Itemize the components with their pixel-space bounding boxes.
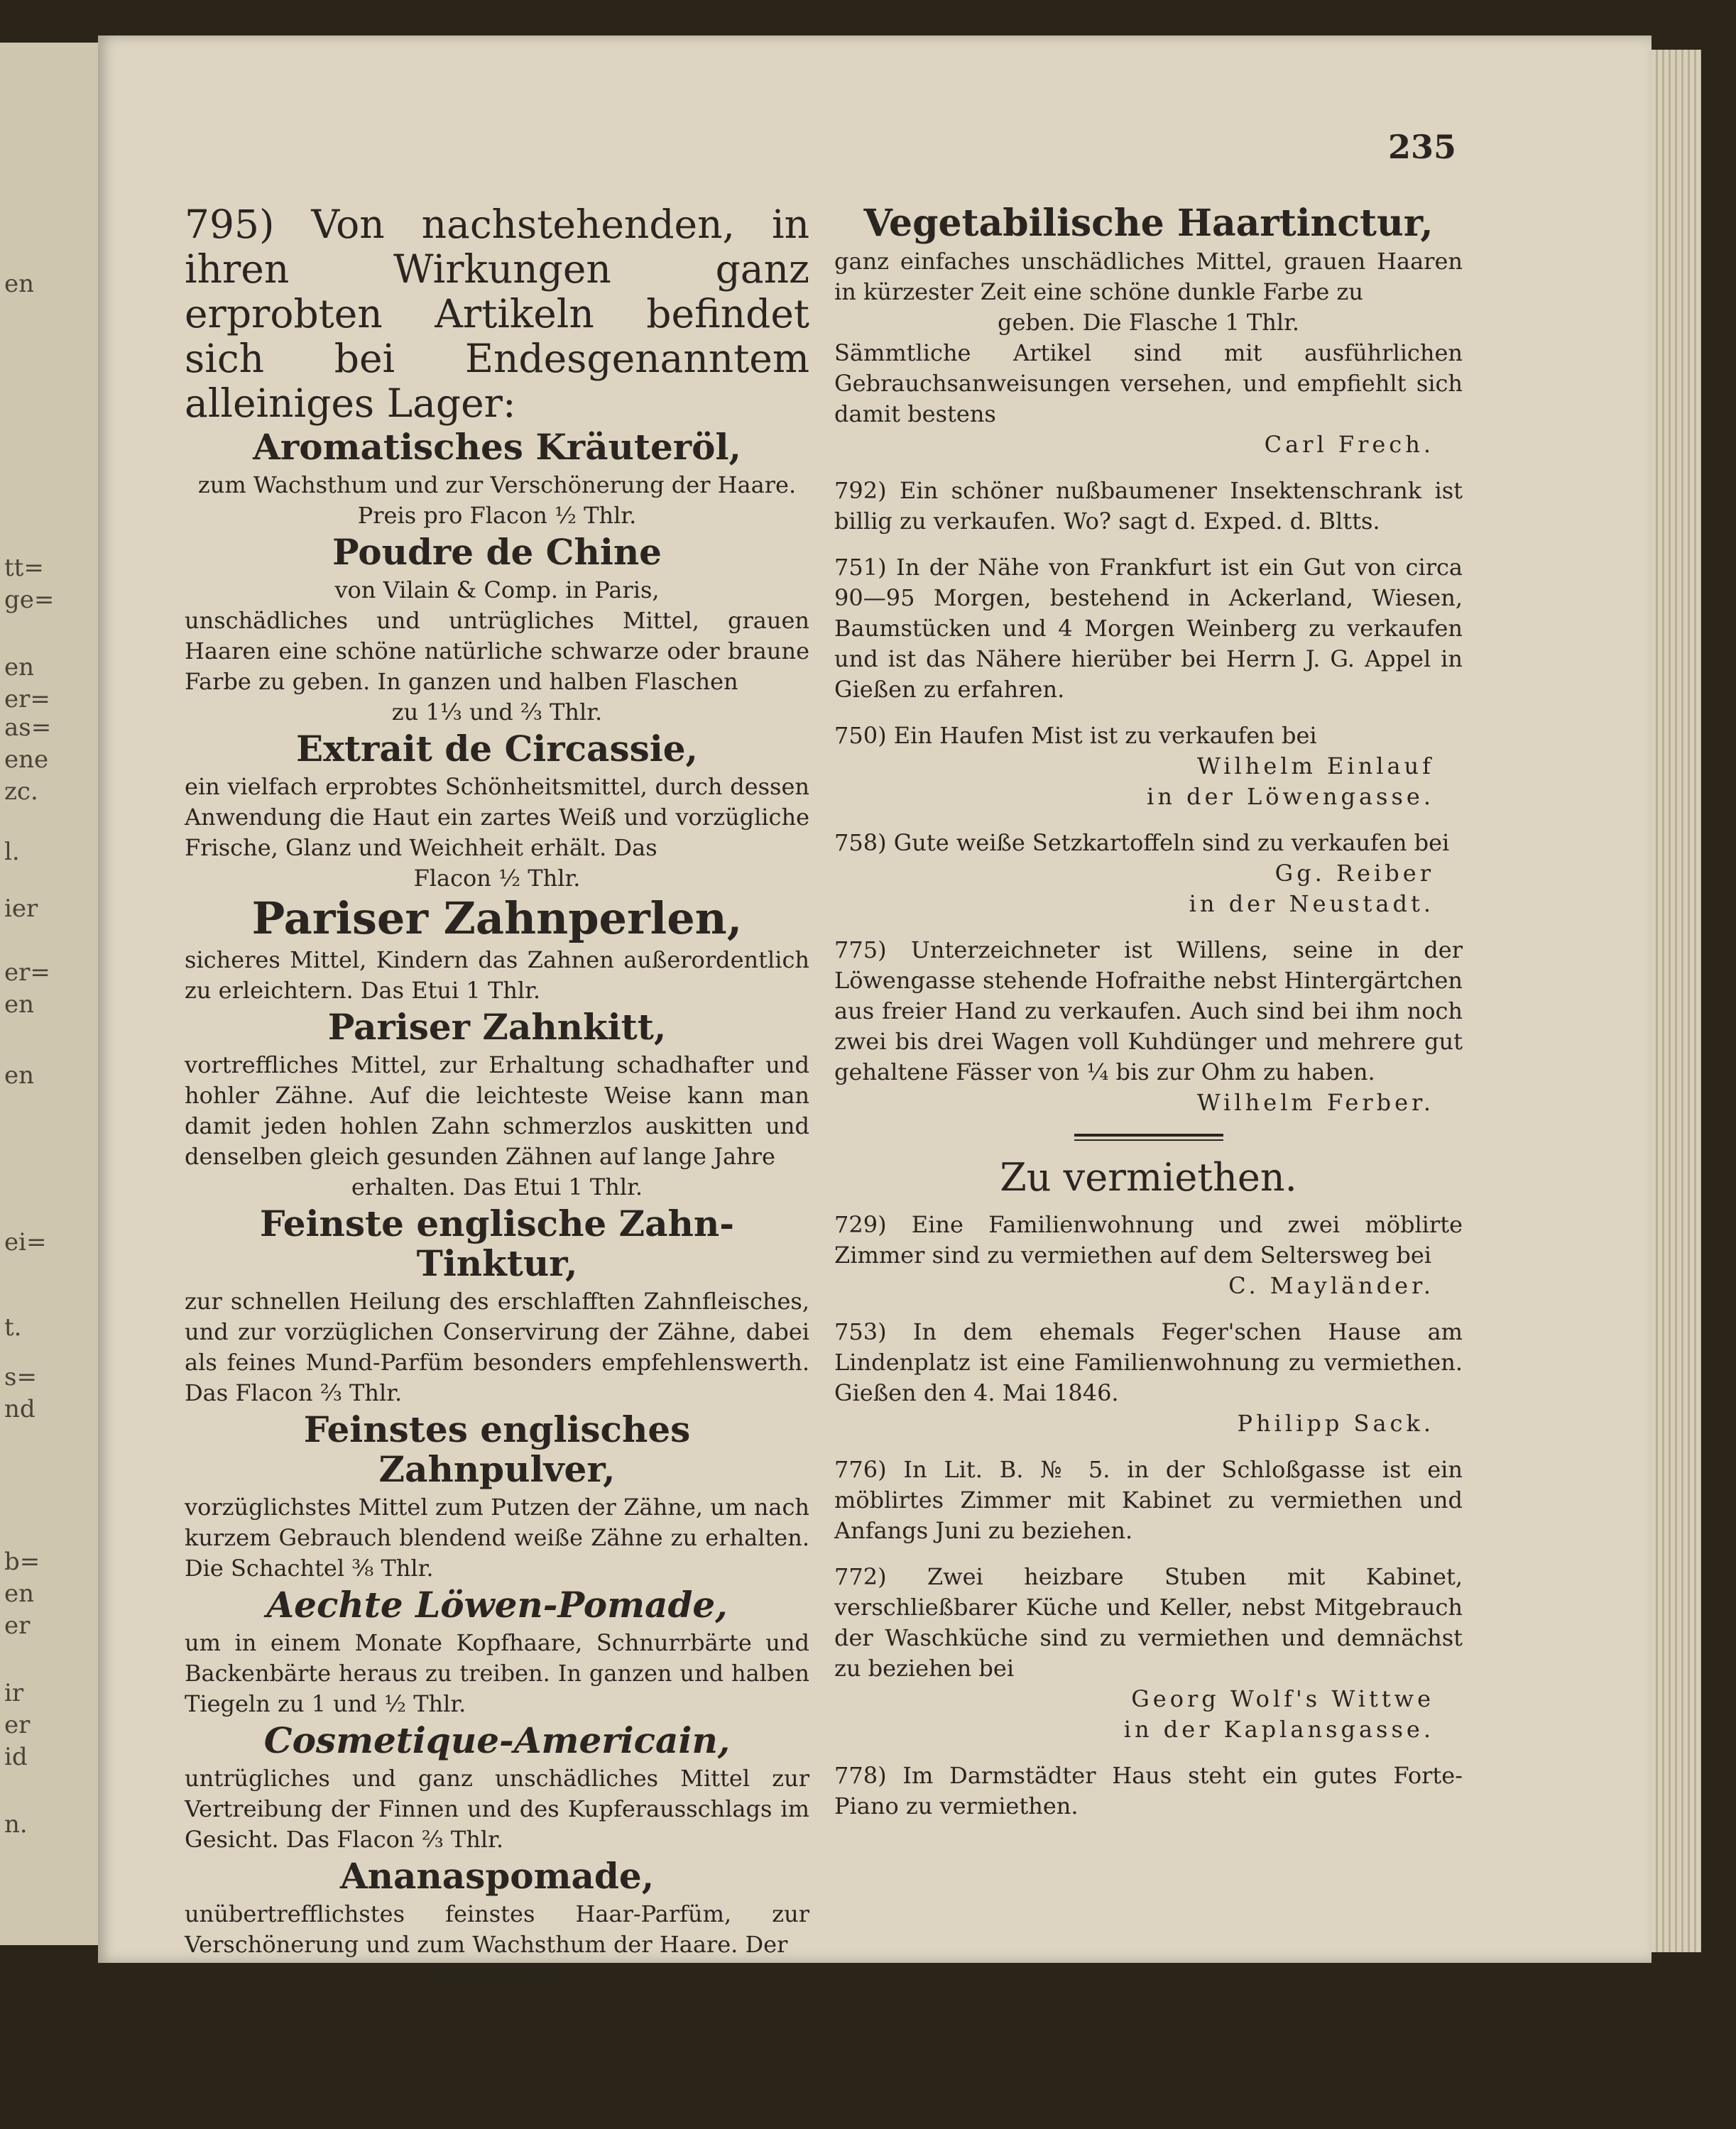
margin-fragment: ge= [4,586,55,614]
product-text: unschädliches und untrügliches Mittel, grauen Haaren eine schöne natürliche schwarze oder braune Farbe zu geben. In ganzen und halben Flaschen [185,607,809,695]
ad-text: 750) Ein Haufen Mist ist zu verkaufen bei [834,722,1317,749]
product-price: Topf ⅔ Thlr. [427,1961,567,1988]
product-title: Poudre de Chine [332,531,662,573]
margin-fragment: id [4,1743,28,1771]
product-text: von Vilain & Comp. in Paris, [334,576,660,603]
margin-fragment: as= [4,713,52,742]
margin-fragment: tt= [4,554,44,582]
product-title: Feinste englische Zahn-Tinktur, [259,1203,735,1284]
signature-location: in der Kaplansgasse. [1123,1716,1434,1743]
product-price: erhalten. Das Etui 1 Thlr. [351,1173,643,1200]
signature: Philipp Sack. [1237,1410,1434,1437]
product-text: zum Wachsthum und zur Verschönerung der Haare. [197,471,797,498]
margin-fragment: en [4,653,35,682]
margin-fragment: ir [4,1679,24,1707]
product-price: Flacon ½ Thlr. [413,865,581,892]
right-column [834,202,1463,1837]
ad-text: 751) In der Nähe von Frankfurt ist ein Gut von circa 90—95 Morgen, bestehend in Ackerland, Wiesen, Baumstücken und 4 Morgen Weinberg zu verkaufen und ist das Nähere hierüber bei Herrn J. G. Appel in Gießen zu erfahren. [834,554,1463,703]
margin-fragment: nd [4,1395,36,1423]
ad-entry [834,1562,1463,1745]
product-title: Extrait de Circassie, [296,728,698,770]
product-text: um in einem Monate Kopfhaare, Schnurrbärte und Backenbärte heraus zu treiben. In ganzen und halben Tiegeln zu 1 und ½ Thlr. [185,1629,809,1717]
ad-text: 775) Unterzeichneter ist Willens, seine in der Löwengasse stehende Hofraithe nebst Hintergärtchen aus freier Hand zu verkaufen. Auch sind bei ihm noch zwei bis drei Wagen voll Kuhdünger und mehrere gut gehaltene Fässer von ¼ bis zur Ohm zu haben. [834,936,1463,1085]
product-text: vorzüglichstes Mittel zum Putzen der Zähne, um nach kurzem Gebrauch blendend weiße Zähne zu erhalten. Die Schachtel ⅜ Thlr. [185,1494,809,1582]
margin-fragment: ier [4,894,38,923]
ad-text: 729) Eine Familienwohnung und zwei möblirte Zimmer sind zu vermiethen auf dem Seltersweg bei [834,1211,1463,1269]
margin-fragment: en [4,990,35,1019]
product-price: zu 1⅓ und ⅔ Thlr. [391,699,603,726]
product-title: Pariser Zahnperlen, [251,892,743,944]
product-text: unübertrefflichstes feinstes Haar-Parfüm, zur Verschönerung und zum Wachsthum der Haare. Der [185,1900,809,1958]
ad-entry [834,935,1463,1118]
margin-fragment: n. [4,1810,28,1839]
page-number: 235 [1388,128,1457,166]
margin-fragment: er= [4,685,50,713]
ad-text: 758) Gute weiße Setzkartoffeln sind zu verkaufen bei [834,829,1450,856]
intro-text: 795) Von nachstehenden, in ihren Wirkungen ganz erprobten Artikeln befindet sich bei Endesgenanntem alleiniges Lager: [185,202,809,426]
signature-location: in der Löwengasse. [1147,783,1434,810]
ad-entry [834,1455,1463,1546]
signature: Gg. Reiber [1274,860,1434,887]
facing-page [0,43,109,1945]
product-price: Preis pro Flacon ½ Thlr. [357,502,637,529]
product-text: ganz einfaches unschädliches Mittel, grauen Haaren in kürzester Zeit eine schöne dunkle Farbe zu [834,248,1463,305]
margin-fragment: en [4,1580,35,1608]
signature: Wilhelm Ferber. [1196,1089,1434,1116]
margin-fragment: zc. [4,777,38,806]
ad-entry [834,552,1463,705]
margin-fragment: l. [4,838,20,866]
ad-entry [834,721,1463,812]
ad-entry [834,1317,1463,1439]
margin-fragment: er [4,1611,31,1640]
product-title: Ananaspomade, [339,1855,655,1897]
signature: C. Mayländer. [1228,1272,1434,1299]
ad-text: 753) In dem ehemals Feger'schen Hause am Lindenplatz ist eine Familienwohnung zu vermiethen. Gießen den 4. Mai 1846. [834,1318,1463,1406]
margin-fragment: er= [4,958,50,987]
ad-text: 772) Zwei heizbare Stuben mit Kabinet, verschließbarer Küche und Keller, nebst Mitgebrauch der Waschküche sind zu vermiethen und demnächst zu beziehen bei [834,1563,1463,1682]
margin-fragment: en [4,270,35,298]
signature-location: in der Neustadt. [1189,890,1434,917]
margin-fragment: t. [4,1313,22,1342]
signature: Wilhelm Einlauf [1196,752,1434,779]
product-price: geben. Die Flasche 1 Thlr. [997,309,1300,336]
ad-text: 792) Ein schöner nußbaumener Insektenschrank ist billig zu verkaufen. Wo? sagt d. Exped. d. Bltts. [834,477,1463,535]
ad-text: 776) In Lit. B. № 5. in der Schloßgasse ist ein möblirtes Zimmer mit Kabinet zu vermiethen und Anfangs Juni zu beziehen. [834,1456,1463,1544]
product-text: ein vielfach erprobtes Schönheitsmittel, durch dessen Anwendung die Haut ein zartes Weiß und vorzügliche Frische, Glanz und Weichheit erhält. Das [185,773,809,861]
margin-fragment: b= [4,1548,40,1576]
ad-entry [834,476,1463,537]
section-title: Zu vermiethen. [1000,1155,1297,1200]
product-title: Aechte Löwen-Pomade, [266,1584,728,1626]
ad-entry [834,828,1463,919]
product-title: Feinstes englisches Zahnpulver, [303,1408,691,1490]
margin-fragment: ene [4,745,49,774]
ad-entry [834,1761,1463,1822]
product-title: Vegetabilische Haartinctur, [863,202,1434,245]
margin-fragment: en [4,1061,35,1090]
signature: Carl Frech. [1264,431,1434,458]
product-text: sicheres Mittel, Kindern das Zahnen außerordentlich zu erleichtern. Das Etui 1 Thlr. [185,946,809,1004]
margin-fragment: s= [4,1363,37,1391]
closing-text: Sämmtliche Artikel sind mit ausführlichen Gebrauchsanweisungen versehen, und empfiehlt sich damit bestens [834,339,1463,427]
margin-fragment: ei= [4,1228,47,1257]
product-title: Cosmetique-Americain, [263,1719,731,1761]
ad-text: 778) Im Darmstädter Haus steht ein gutes Forte-Piano zu vermiethen. [834,1762,1463,1819]
left-column [185,202,809,1991]
section-divider [1074,1134,1223,1141]
product-text: untrügliches und ganz unschädliches Mittel zur Vertreibung der Finnen und des Kupferausschlags im Gesicht. Das Flacon ⅔ Thlr. [185,1765,809,1853]
product-title: Aromatisches Kräuteröl, [253,426,741,468]
product-text: zur schnellen Heilung des erschlafften Zahnfleisches, und zur vorzüglichen Conservirung der Zähne, dabei als feines Mund-Parfüm besonders empfehlenswerth. Das Flacon ⅔ Thlr. [185,1288,809,1406]
product-text: vortreffliches Mittel, zur Erhaltung schadhafter und hohler Zähne. Auf die leichteste Weise kann man damit jeden hohlen Zahn schmerzlos auskitten und denselben gleich gesunden Zähnen auf lange Jahre [185,1051,809,1170]
signature: Georg Wolf's Wittwe [1131,1685,1434,1712]
margin-fragment: er [4,1711,31,1739]
product-title: Pariser Zahnkitt, [327,1006,667,1048]
ad-entry [834,1210,1463,1301]
page-edges [1652,50,1701,1952]
